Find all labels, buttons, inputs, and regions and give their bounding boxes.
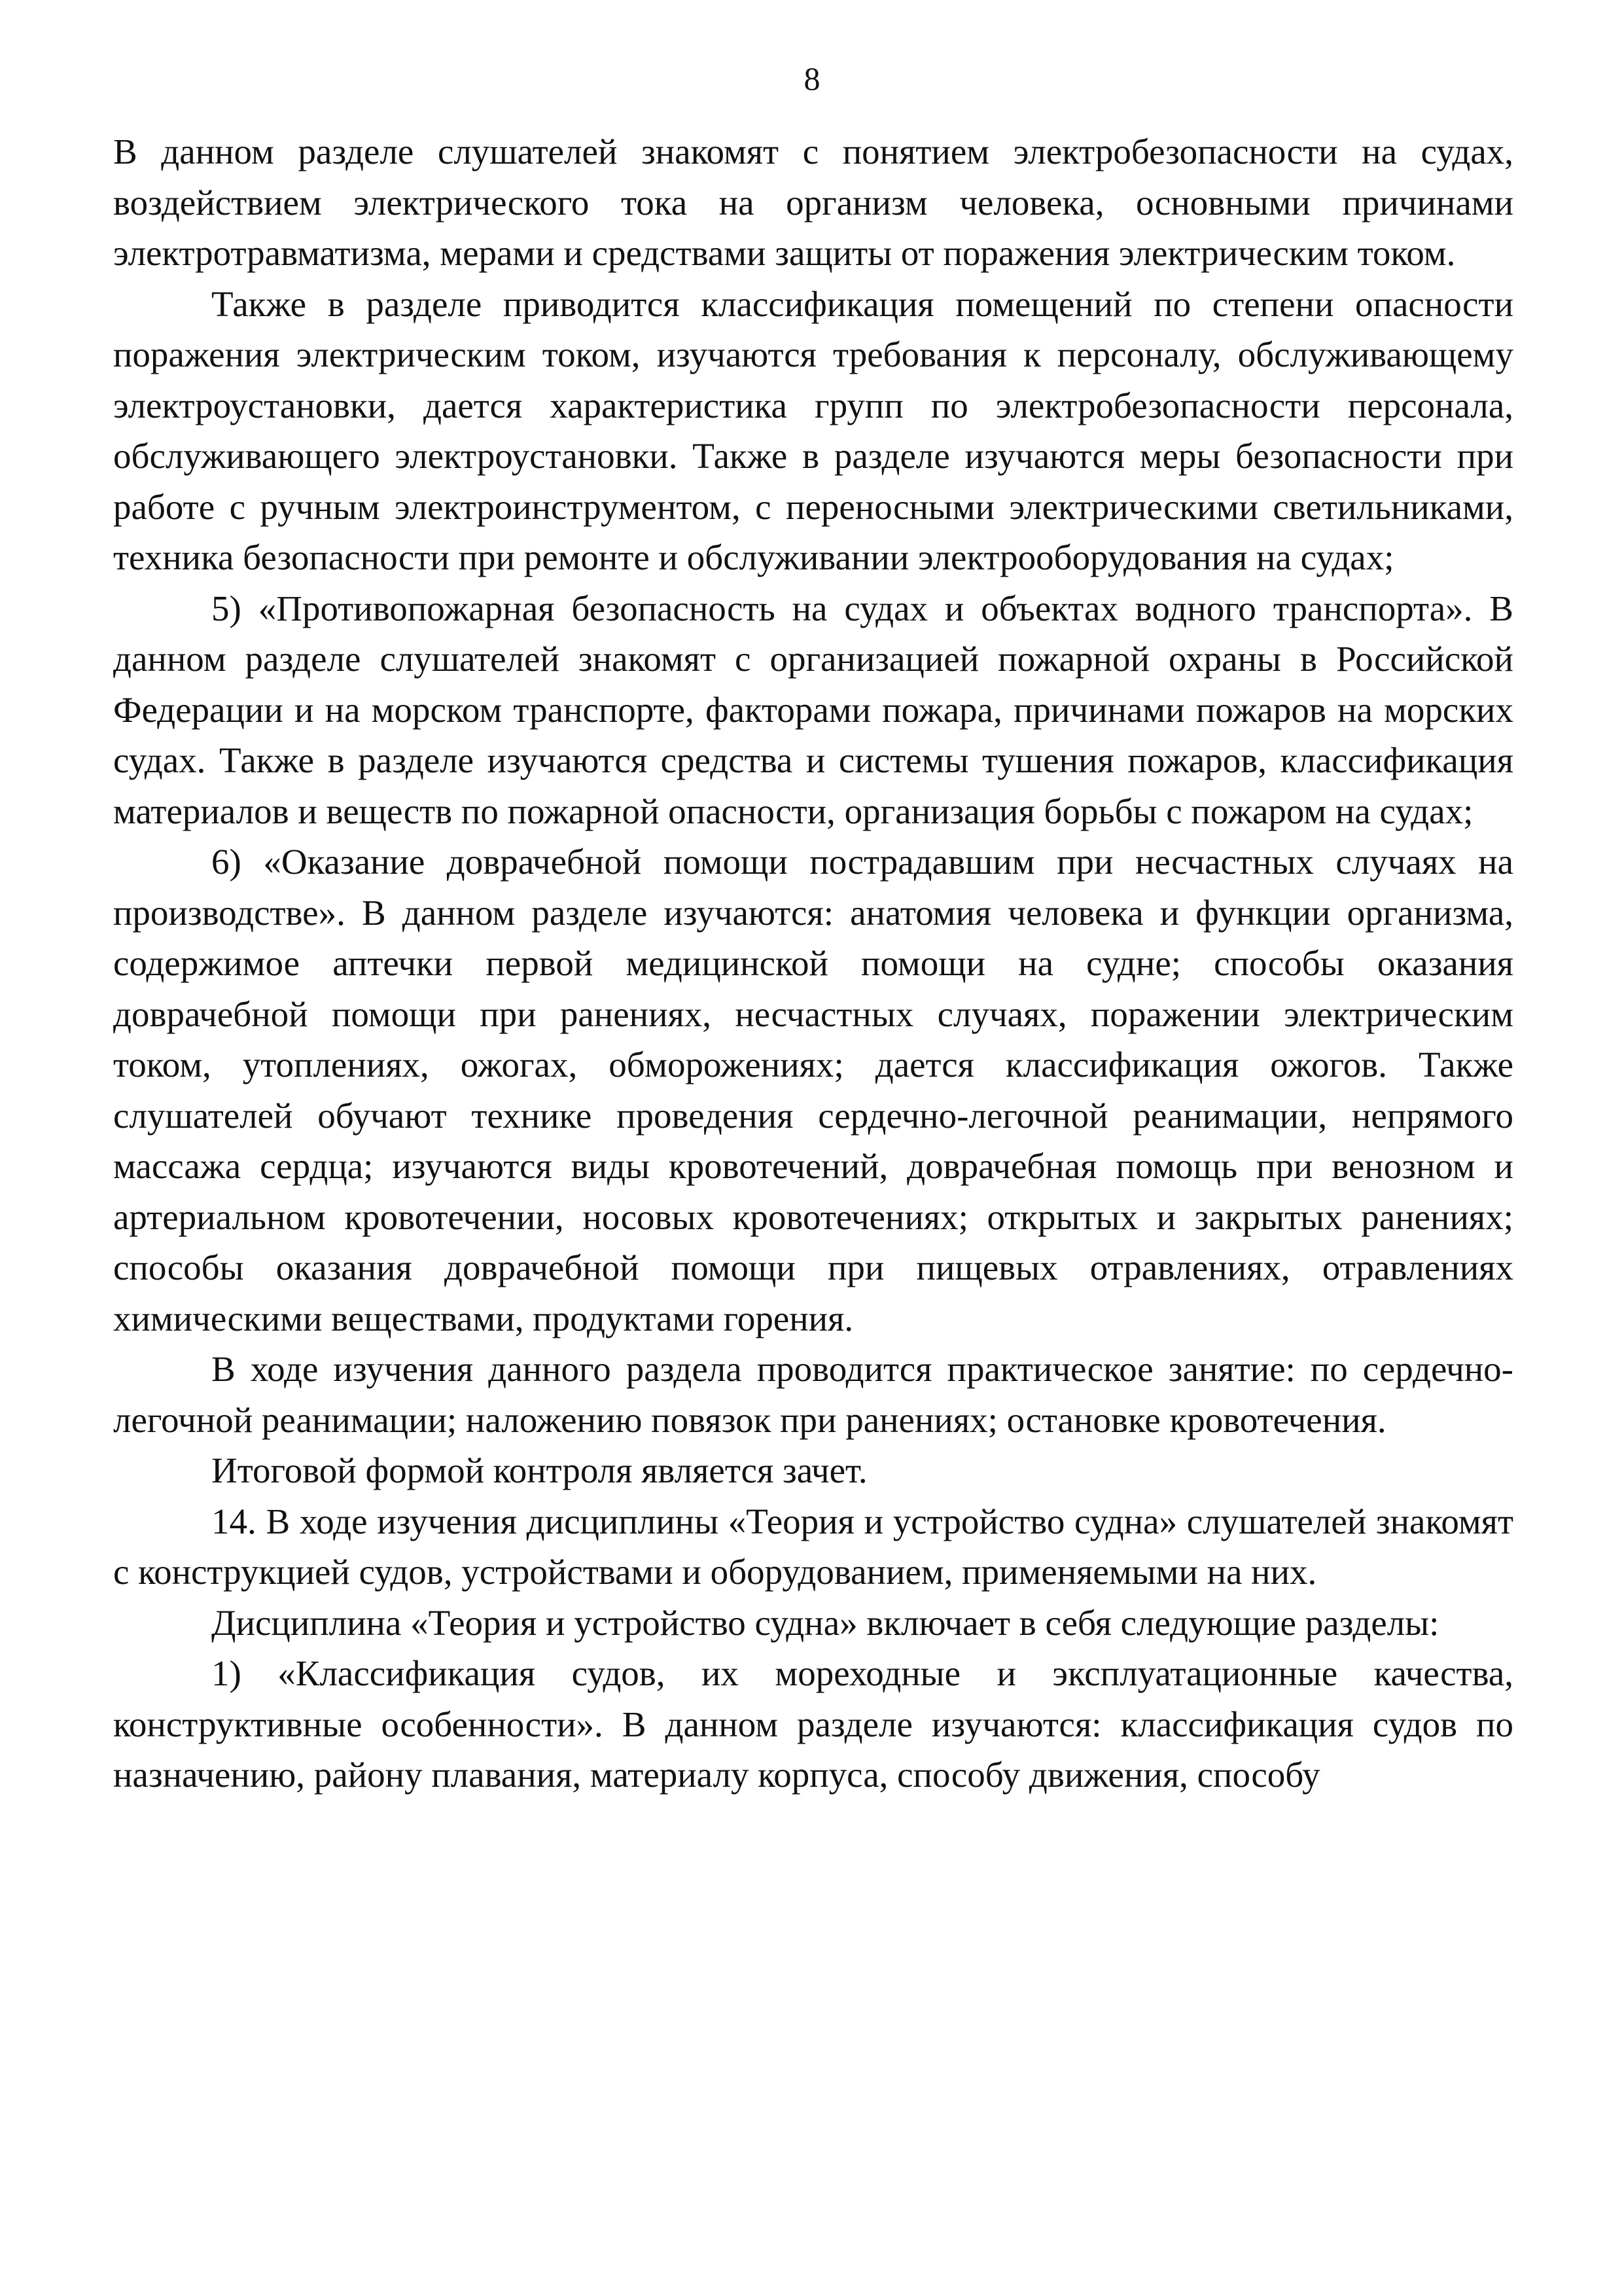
paragraph-ship-classification: 1) «Классификация судов, их мореходные и эксплуатационные качества, конструктивные особенности». В данном разделе изучаются: классификация судов по назначению, району плавания, материалу корпуса, способу движения, способу: [113, 1653, 1513, 1795]
paragraph-electrical-safety-intro: В данном разделе слушателей знакомят с понятием электробезопасности на судах, воздействием электрического тока на организм человека, основными причинами электротравматизма, мерами и средствами защиты от поражения электрическим током.: [113, 132, 1513, 273]
paragraph-practical-lesson: В ходе изучения данного раздела проводится практическое занятие: по сердечно-легочной реанимации; наложению повязок при ранениях; остановке кровотечения.: [113, 1349, 1513, 1440]
paragraph-room-classification: Также в разделе приводится классификация помещений по степени опасности поражения электрическим током, изучаются требования к персоналу, обслуживающему электроустановки, дается характеристика групп по электробезопасности персонала, обслуживающего электроустановки. Также в разделе изучаются меры безопасности при работе с ручным электроинструментом, с переносными электрическими светильниками, техника безопасности при ремонте и обслуживании электрооборудования на судах;: [113, 283, 1513, 577]
paragraph-final-control: Итоговой формой контроля является зачет.: [211, 1450, 868, 1490]
paragraph-ship-theory-sections: Дисциплина «Теория и устройство судна» включает в себя следующие разделы:: [211, 1602, 1439, 1643]
paragraph-first-aid: 6) «Оказание доврачебной помощи пострадавшим при несчастных случаях на производстве». В данном разделе изучаются: анатомия человека и функции организма, содержимое аптечки первой медицинской помощи на судне; способы оказания доврачебной помощи при ранениях, несчастных случаях, поражении электрическим током, утоплениях, ожогах, обморожениях; дается классификация ожогов. Также слушателей обучают технике проведения сердечно-легочной реанимации, непрямого массажа сердца; изучаются виды кровотечений, доврачебная помощь при венозном и артериальном кровотечении, носовых кровотечениях; открытых и закрытых ранениях; способы оказания доврачебной помощи при пищевых отравлениях, отравлениях химическими веществами, продуктами горения.: [113, 842, 1513, 1338]
page-number: 8: [803, 60, 821, 97]
document-body: [113, 126, 1513, 1801]
paragraph-fire-safety: 5) «Противопожарная безопасность на судах и объектах водного транспорта». В данном разделе слушателей знакомят с организацией пожарной охраны в Российской Федерации и на морском транспорте, факторами пожара, причинами пожаров на морских судах. Также в разделе изучаются средства и системы тушения пожаров, классификация материалов и веществ по пожарной опасности, организация борьбы с пожаром на судах;: [113, 588, 1513, 831]
paragraph-ship-theory-intro: 14. В ходе изучения дисциплины «Теория и устройство судна» слушателей знакомят с конструкцией судов, устройствами и оборудованием, применяемыми на них.: [113, 1501, 1513, 1592]
